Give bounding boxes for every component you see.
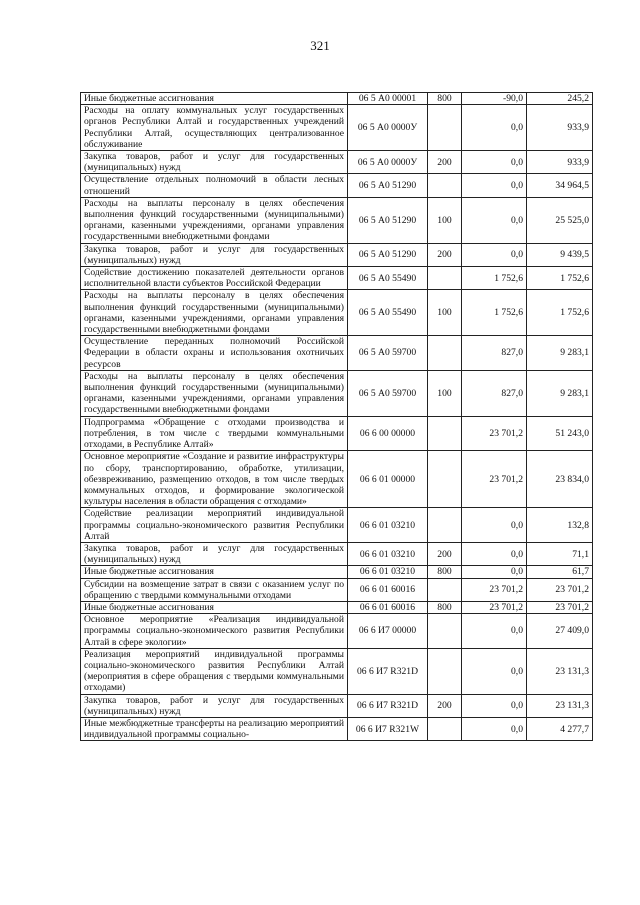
table-row: [81, 542, 593, 565]
row-change-amount-cell: 0,0: [462, 648, 527, 694]
row-total-amount-cell: 245,2: [527, 93, 593, 105]
row-code-cell: 06 6 И7 00000: [348, 614, 428, 649]
row-code-cell: 06 5 А0 51290: [348, 174, 428, 197]
row-total-amount-cell: 1 752,6: [527, 290, 593, 336]
table-row: [81, 243, 593, 266]
row-total-amount-cell: 27 409,0: [527, 614, 593, 649]
row-name-cell: Расходы на выплаты персоналу в целях обеспечения выполнения функций государственными (муниципальными) органами, казенными учреждениями, органами управления государственными внебюджетными фондами: [81, 197, 348, 243]
row-code-cell: 06 5 А0 00001: [348, 93, 428, 105]
row-code-cell: 06 6 00 00000: [348, 416, 428, 451]
row-expense-type-cell: [428, 648, 462, 694]
row-total-amount-cell: 9 439,5: [527, 243, 593, 266]
row-code-cell: 06 5 А0 59700: [348, 336, 428, 371]
row-code-cell: 06 6 01 03210: [348, 542, 428, 565]
row-name-cell: Осуществление переданных полномочий Российской Федерации в области охраны и использования охотничьих ресурсов: [81, 336, 348, 371]
row-code-cell: 06 5 А0 59700: [348, 370, 428, 416]
row-name-cell: Расходы на выплаты персоналу в целях обеспечения выполнения функций государственными (муниципальными) органами, казенными учреждениями, органами управления государственными внебюджетными фондами: [81, 290, 348, 336]
row-name-cell: Расходы на оплату коммунальных услуг государственных органов Республики Алтай и государственных учреждений Республики Алтай, осуществляющих централизованное обслуживание: [81, 105, 348, 151]
row-total-amount-cell: 933,9: [527, 151, 593, 174]
table-row: [81, 267, 593, 290]
row-expense-type-cell: 100: [428, 197, 462, 243]
row-total-amount-cell: 51 243,0: [527, 416, 593, 451]
table-row: [81, 451, 593, 508]
row-change-amount-cell: 23 701,2: [462, 601, 527, 613]
row-expense-type-cell: 200: [428, 694, 462, 717]
row-change-amount-cell: 0,0: [462, 542, 527, 565]
row-change-amount-cell: 1 752,6: [462, 267, 527, 290]
table-row: [81, 105, 593, 151]
row-change-amount-cell: 1 752,6: [462, 290, 527, 336]
row-change-amount-cell: 0,0: [462, 694, 527, 717]
row-total-amount-cell: 933,9: [527, 105, 593, 151]
row-expense-type-cell: [428, 578, 462, 601]
table-row: [81, 614, 593, 649]
row-expense-type-cell: [428, 336, 462, 371]
table-row: [81, 566, 593, 578]
row-expense-type-cell: [428, 614, 462, 649]
row-name-cell: Основное мероприятие «Реализация индивидуальной программы социально-экономического развития Республики Алтай в сфере экологии»: [81, 614, 348, 649]
row-change-amount-cell: 827,0: [462, 370, 527, 416]
row-expense-type-cell: [428, 717, 462, 740]
row-change-amount-cell: 0,0: [462, 614, 527, 649]
row-total-amount-cell: 9 283,1: [527, 336, 593, 371]
row-expense-type-cell: [428, 105, 462, 151]
row-code-cell: 06 5 А0 0000У: [348, 105, 428, 151]
budget-table-body: [81, 93, 593, 741]
table-row: [81, 93, 593, 105]
row-expense-type-cell: 200: [428, 151, 462, 174]
table-row: [81, 717, 593, 740]
row-change-amount-cell: 23 701,2: [462, 578, 527, 601]
row-total-amount-cell: 61,7: [527, 566, 593, 578]
row-expense-type-cell: [428, 267, 462, 290]
table-row: [81, 416, 593, 451]
row-code-cell: 06 6 01 60016: [348, 578, 428, 601]
row-name-cell: Основное мероприятие «Создание и развитие инфраструктуры по сбору, транспортированию, обработке, утилизации, обезвреживанию, размещению отходов, в том числе твердых коммунальных отходов, и формирование экологической культуры населения в области обращения с отходами»: [81, 451, 348, 508]
page-number: 321: [310, 38, 330, 53]
row-change-amount-cell: 827,0: [462, 336, 527, 371]
row-total-amount-cell: 71,1: [527, 542, 593, 565]
row-total-amount-cell: 23 131,3: [527, 694, 593, 717]
table-row: [81, 508, 593, 543]
table-row: [81, 174, 593, 197]
row-code-cell: 06 5 А0 55490: [348, 290, 428, 336]
table-row: [81, 336, 593, 371]
row-name-cell: Иные бюджетные ассигнования: [81, 566, 348, 578]
row-name-cell: Закупка товаров, работ и услуг для государственных (муниципальных) нужд: [81, 243, 348, 266]
row-expense-type-cell: [428, 508, 462, 543]
row-expense-type-cell: 200: [428, 243, 462, 266]
row-change-amount-cell: 0,0: [462, 508, 527, 543]
row-expense-type-cell: 200: [428, 542, 462, 565]
row-total-amount-cell: 4 277,7: [527, 717, 593, 740]
row-change-amount-cell: 0,0: [462, 566, 527, 578]
row-change-amount-cell: 0,0: [462, 243, 527, 266]
row-name-cell: Содействие реализации мероприятий индивидуальной программы социально-экономического развития Республики Алтай: [81, 508, 348, 543]
row-code-cell: 06 6 01 60016: [348, 601, 428, 613]
row-code-cell: 06 6 И7 R321D: [348, 648, 428, 694]
row-name-cell: Иные межбюджетные трансферты на реализацию мероприятий индивидуальной программы социально-: [81, 717, 348, 740]
row-code-cell: 06 5 А0 0000У: [348, 151, 428, 174]
row-name-cell: Иные бюджетные ассигнования: [81, 601, 348, 613]
table-row: [81, 290, 593, 336]
row-expense-type-cell: [428, 416, 462, 451]
row-expense-type-cell: 100: [428, 290, 462, 336]
row-expense-type-cell: 800: [428, 566, 462, 578]
row-change-amount-cell: 0,0: [462, 105, 527, 151]
row-change-amount-cell: 23 701,2: [462, 416, 527, 451]
row-total-amount-cell: 25 525,0: [527, 197, 593, 243]
row-name-cell: Реализация мероприятий индивидуальной программы социально-экономического развития Республики Алтай (мероприятия в сфере обращения с твердыми коммунальными отходами): [81, 648, 348, 694]
row-expense-type-cell: [428, 451, 462, 508]
row-change-amount-cell: 0,0: [462, 151, 527, 174]
row-name-cell: Закупка товаров, работ и услуг для государственных (муниципальных) нужд: [81, 542, 348, 565]
table-row: [81, 694, 593, 717]
row-total-amount-cell: 23 701,2: [527, 601, 593, 613]
row-total-amount-cell: 23 834,0: [527, 451, 593, 508]
row-code-cell: 06 6 01 03210: [348, 508, 428, 543]
row-change-amount-cell: -90,0: [462, 93, 527, 105]
row-expense-type-cell: 800: [428, 93, 462, 105]
row-total-amount-cell: 1 752,6: [527, 267, 593, 290]
row-total-amount-cell: 132,8: [527, 508, 593, 543]
row-code-cell: 06 6 И7 R321W: [348, 717, 428, 740]
table-row: [81, 578, 593, 601]
row-name-cell: Подпрограмма «Обращение с отходами производства и потребления, в том числе с твердыми коммунальными отходами, в Республике Алтай»: [81, 416, 348, 451]
table-row: [81, 151, 593, 174]
table-row: [81, 601, 593, 613]
row-name-cell: Иные бюджетные ассигнования: [81, 93, 348, 105]
row-name-cell: Осуществление отдельных полномочий в области лесных отношений: [81, 174, 348, 197]
row-code-cell: 06 6 И7 R321D: [348, 694, 428, 717]
row-total-amount-cell: 9 283,1: [527, 370, 593, 416]
row-code-cell: 06 6 01 00000: [348, 451, 428, 508]
table-row: [81, 648, 593, 694]
row-code-cell: 06 5 А0 51290: [348, 197, 428, 243]
table-row: [81, 197, 593, 243]
row-code-cell: 06 6 01 03210: [348, 566, 428, 578]
row-expense-type-cell: 800: [428, 601, 462, 613]
row-code-cell: 06 5 А0 51290: [348, 243, 428, 266]
row-change-amount-cell: 23 701,2: [462, 451, 527, 508]
table-row: [81, 370, 593, 416]
row-total-amount-cell: 23 701,2: [527, 578, 593, 601]
row-name-cell: Закупка товаров, работ и услуг для государственных (муниципальных) нужд: [81, 151, 348, 174]
row-expense-type-cell: [428, 174, 462, 197]
row-total-amount-cell: 34 964,5: [527, 174, 593, 197]
row-change-amount-cell: 0,0: [462, 717, 527, 740]
row-change-amount-cell: 0,0: [462, 174, 527, 197]
row-expense-type-cell: 100: [428, 370, 462, 416]
row-change-amount-cell: 0,0: [462, 197, 527, 243]
row-name-cell: Расходы на выплаты персоналу в целях обеспечения выполнения функций государственными (муниципальными) органами, казенными учреждениями, органами управления государственными внебюджетными фондами: [81, 370, 348, 416]
row-name-cell: Субсидии на возмещение затрат в связи с оказанием услуг по обращению с твердыми коммунальными отходами: [81, 578, 348, 601]
row-code-cell: 06 5 А0 55490: [348, 267, 428, 290]
row-name-cell: Содействие достижению показателей деятельности органов исполнительной власти субъектов Российской Федерации: [81, 267, 348, 290]
row-name-cell: Закупка товаров, работ и услуг для государственных (муниципальных) нужд: [81, 694, 348, 717]
budget-table: [80, 92, 593, 741]
row-total-amount-cell: 23 131,3: [527, 648, 593, 694]
